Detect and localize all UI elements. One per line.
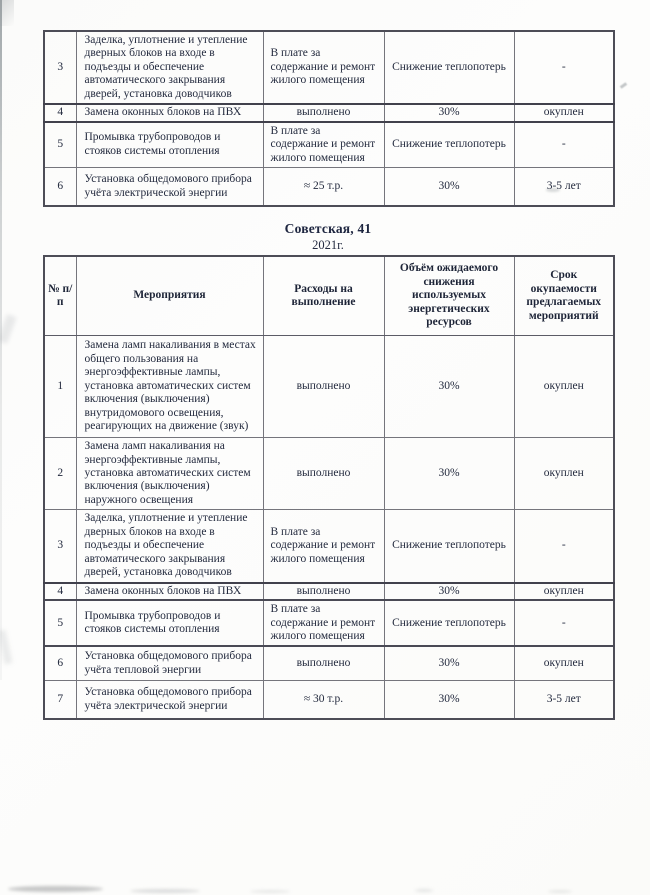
cell-cost: выполнено: [263, 336, 384, 438]
cell-activity: Промывка трубопроводов и стояков системы отопления: [76, 122, 263, 168]
section-title-block: [43, 221, 613, 253]
cell-cost: ≈ 25 т.р.: [263, 168, 384, 207]
header-payback: Срок окупаемости предлагаемых мероприятий: [514, 256, 614, 336]
top-table-body: [44, 31, 614, 206]
scan-speck: [620, 82, 627, 88]
cell-activity: Замена оконных блоков на ПВХ: [76, 104, 263, 121]
cell-payback: -: [514, 510, 614, 583]
cell-reduction: Снижение теплопотерь: [384, 510, 514, 583]
scan-speck: [0, 314, 16, 344]
cell-activity: Установка общедомового прибора учёта тепловой энергии: [76, 646, 263, 681]
scan-smudge: [250, 890, 290, 893]
header-cost: Расходы на выполнение: [263, 256, 384, 336]
cell-num: 4: [44, 104, 76, 121]
cell-payback: окуплен: [514, 646, 614, 681]
measures-table-continued: [43, 30, 615, 207]
cell-payback: окуплен: [514, 438, 614, 510]
cell-reduction: 30%: [384, 646, 514, 681]
table-row: [44, 336, 614, 438]
scan-smudge: [548, 890, 572, 893]
main-table-header: [44, 256, 614, 336]
scan-smudge: [8, 886, 103, 892]
cell-reduction: 30%: [384, 168, 514, 207]
year-subtitle: 2021г.: [312, 238, 344, 253]
cell-payback: окуплен: [514, 583, 614, 600]
cell-payback: -: [514, 31, 614, 104]
table-row: [44, 438, 614, 510]
cell-activity: Замена ламп накаливания на энергоэффективные лампы, установка автоматических систем включения (выключения) наружного освещения: [76, 438, 263, 510]
cell-reduction: 30%: [384, 438, 514, 510]
scan-corner-artifact: [0, 0, 14, 26]
table-row: [44, 646, 614, 681]
cell-payback: окуплен: [514, 336, 614, 438]
cell-activity: Установка общедомового прибора учёта электрической энергии: [76, 681, 263, 720]
table-row: [44, 681, 614, 720]
table-row: [44, 122, 614, 168]
scan-smudge: [415, 889, 433, 892]
cell-cost: В плате за содержание и ремонт жилого помещения: [263, 510, 384, 583]
cell-payback: 3-5 лет: [514, 681, 614, 720]
cell-payback: окуплен: [514, 104, 614, 121]
cell-cost: выполнено: [263, 438, 384, 510]
cell-activity: Заделка, уплотнение и утепление дверных блоков на входе в подъезды и обеспечение автоматического закрывания дверей, установка доводчиков: [76, 31, 263, 104]
cell-reduction: Снижение теплопотерь: [384, 122, 514, 168]
header-num: № п/п: [44, 256, 76, 336]
cell-num: 2: [44, 438, 76, 510]
cell-cost: В плате за содержание и ремонт жилого помещения: [263, 122, 384, 168]
scan-speck: [546, 188, 560, 192]
cell-reduction: 30%: [384, 336, 514, 438]
cell-cost: В плате за содержание и ремонт жилого помещения: [263, 31, 384, 104]
measures-table-2021: [43, 255, 615, 720]
cell-activity: Замена ламп накаливания в местах общего пользования на энергоэффективные лампы, установка автоматических систем включения (выключения) внутридомового освещения, реагирующих на движение (звук): [76, 336, 263, 438]
scan-smudge: [130, 889, 200, 893]
cell-num: 5: [44, 600, 76, 646]
cell-reduction: 30%: [384, 583, 514, 600]
cell-reduction: 30%: [384, 681, 514, 720]
cell-reduction: Снижение теплопотерь: [384, 600, 514, 646]
cell-cost: В плате за содержание и ремонт жилого помещения: [263, 600, 384, 646]
table-row: [44, 168, 614, 207]
header-activity: Мероприятия: [76, 256, 263, 336]
cell-cost: выполнено: [263, 646, 384, 681]
header-reduction: Объём ожидаемого снижения используемых энергетических ресурсов: [384, 256, 514, 336]
cell-num: 5: [44, 122, 76, 168]
header-row: [44, 256, 614, 336]
table-row: [44, 510, 614, 583]
cell-reduction: Снижение теплопотерь: [384, 31, 514, 104]
cell-num: 4: [44, 583, 76, 600]
cell-payback: 3-5 лет: [514, 168, 614, 207]
cell-cost: выполнено: [263, 104, 384, 121]
cell-reduction: 30%: [384, 104, 514, 121]
cell-payback: -: [514, 122, 614, 168]
address-title: Советская, 41: [284, 221, 372, 237]
cell-activity: Промывка трубопроводов и стояков системы отопления: [76, 600, 263, 646]
table-row: [44, 104, 614, 121]
cell-num: 3: [44, 31, 76, 104]
cell-num: 7: [44, 681, 76, 720]
cell-num: 3: [44, 510, 76, 583]
table-row: [44, 31, 614, 104]
cell-num: 6: [44, 646, 76, 681]
cell-payback: -: [514, 600, 614, 646]
cell-activity: Замена оконных блоков на ПВХ: [76, 583, 263, 600]
cell-activity: Заделка, уплотнение и утепление дверных блоков на входе в подъезды и обеспечение автоматического закрывания дверей, установка доводчиков: [76, 510, 263, 583]
cell-cost: ≈ 30 т.р.: [263, 681, 384, 720]
cell-num: 6: [44, 168, 76, 207]
cell-num: 1: [44, 336, 76, 438]
table-row: [44, 583, 614, 600]
cell-cost: выполнено: [263, 583, 384, 600]
table-row: [44, 600, 614, 646]
cell-activity: Установка общедомового прибора учёта электрической энергии: [76, 168, 263, 207]
main-table-body: [44, 336, 614, 720]
